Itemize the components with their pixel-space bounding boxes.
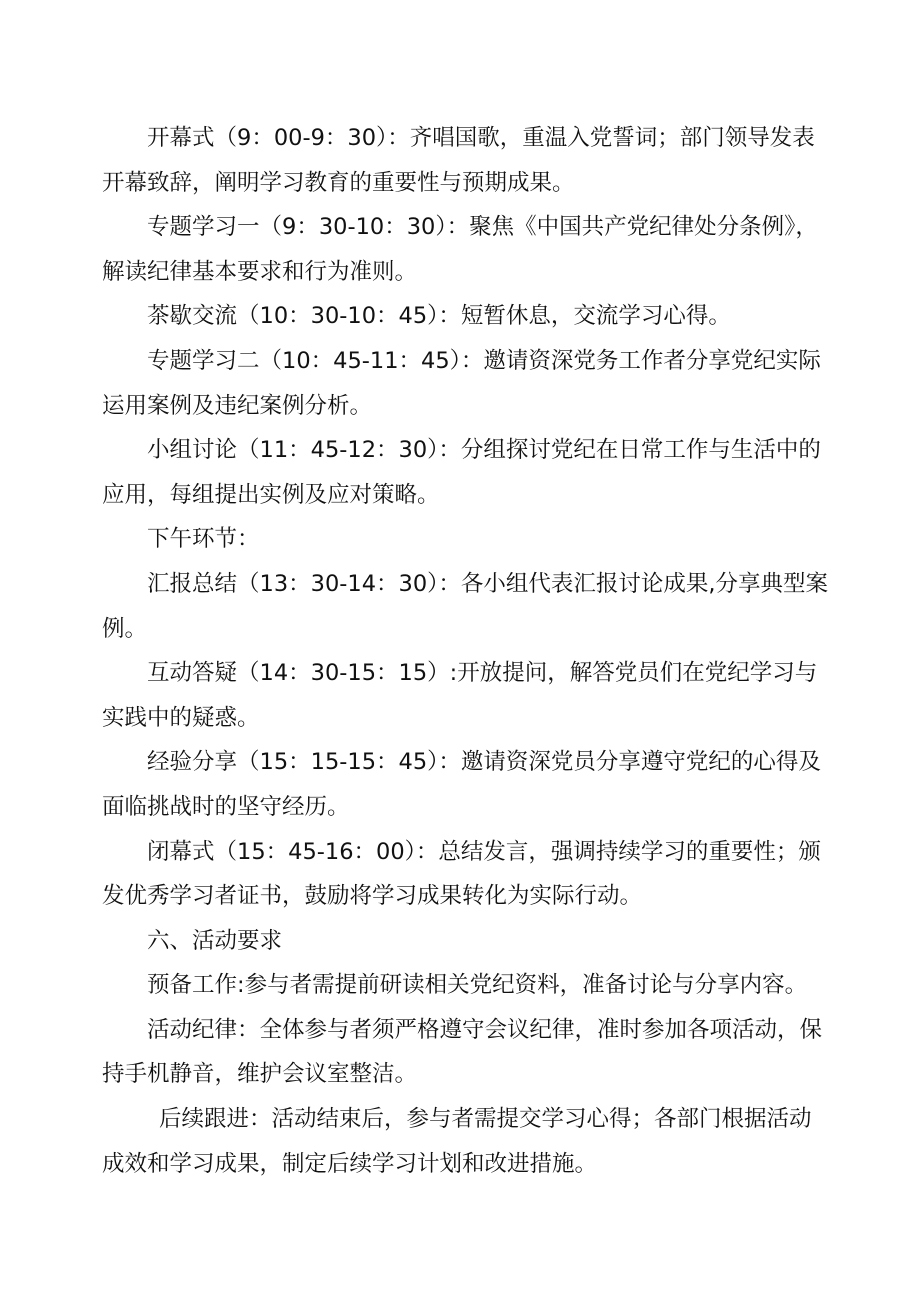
requirement-preparation: 预备工作:参与者需提前研读相关党纪资料，准备讨论与分享内容。 — [147, 972, 808, 999]
requirement-discipline: 活动纪律：全体参与者须严格遵守会议纪律，准时参加各项活动，保持手机静音，维护会议室整洁。 — [102, 1016, 823, 1088]
agenda-group-discussion: 小组讨论（11：45-12：30）：分组探讨党纪在日常工作与生活中的应用，每组提出实例及应对策略。 — [102, 437, 821, 508]
agenda-closing-ceremony: 闭幕式（15：45-16：00）：总结发言，强调持续学习的重要性；颁发优秀学习者证书，鼓励将学习成果转化为实际行动。 — [102, 838, 821, 910]
document-body — [102, 116, 832, 1186]
afternoon-heading: 下午环节： — [147, 526, 260, 553]
section-heading-requirements: 六、活动要求 — [147, 927, 283, 954]
agenda-qa-session: 互动答疑（14：30-15：15）:开放提问，解答党员们在党纪学习与实践中的疑惑。 — [102, 660, 818, 731]
agenda-study-session-one: 专题学习一（9：30-10：30）：聚焦《中国共产党纪律处分条例》，解读纪律基本要求和行为准则。 — [102, 214, 818, 285]
agenda-report-summary: 汇报总结（13：30-14：30）：各小组代表汇报讨论成果,分享典型案例。 — [102, 570, 829, 642]
agenda-opening-ceremony: 开幕式（9：00-9：30）：齐唱国歌，重温入党誓词；部门领导发表开幕致辞，阐明学习教育的重要性与预期成果。 — [102, 125, 815, 196]
agenda-study-session-two: 专题学习二（10：45-11：45）：邀请资深党务工作者分享党纪实际运用案例及违纪案例分析。 — [102, 347, 821, 419]
requirement-follow-up: 后续跟进：活动结束后，参与者需提交学习心得；各部门根据活动成效和学习成果，制定后续学习计划和改进措施。 — [102, 1106, 812, 1177]
agenda-experience-sharing: 经验分享（15：15-15：45）：邀请资深党员分享遵守党纪的心得及面临挑战时的坚守经历。 — [102, 749, 821, 820]
agenda-tea-break: 茶歇交流（10：30-10：45）：短暂休息，交流学习心得。 — [147, 303, 731, 330]
